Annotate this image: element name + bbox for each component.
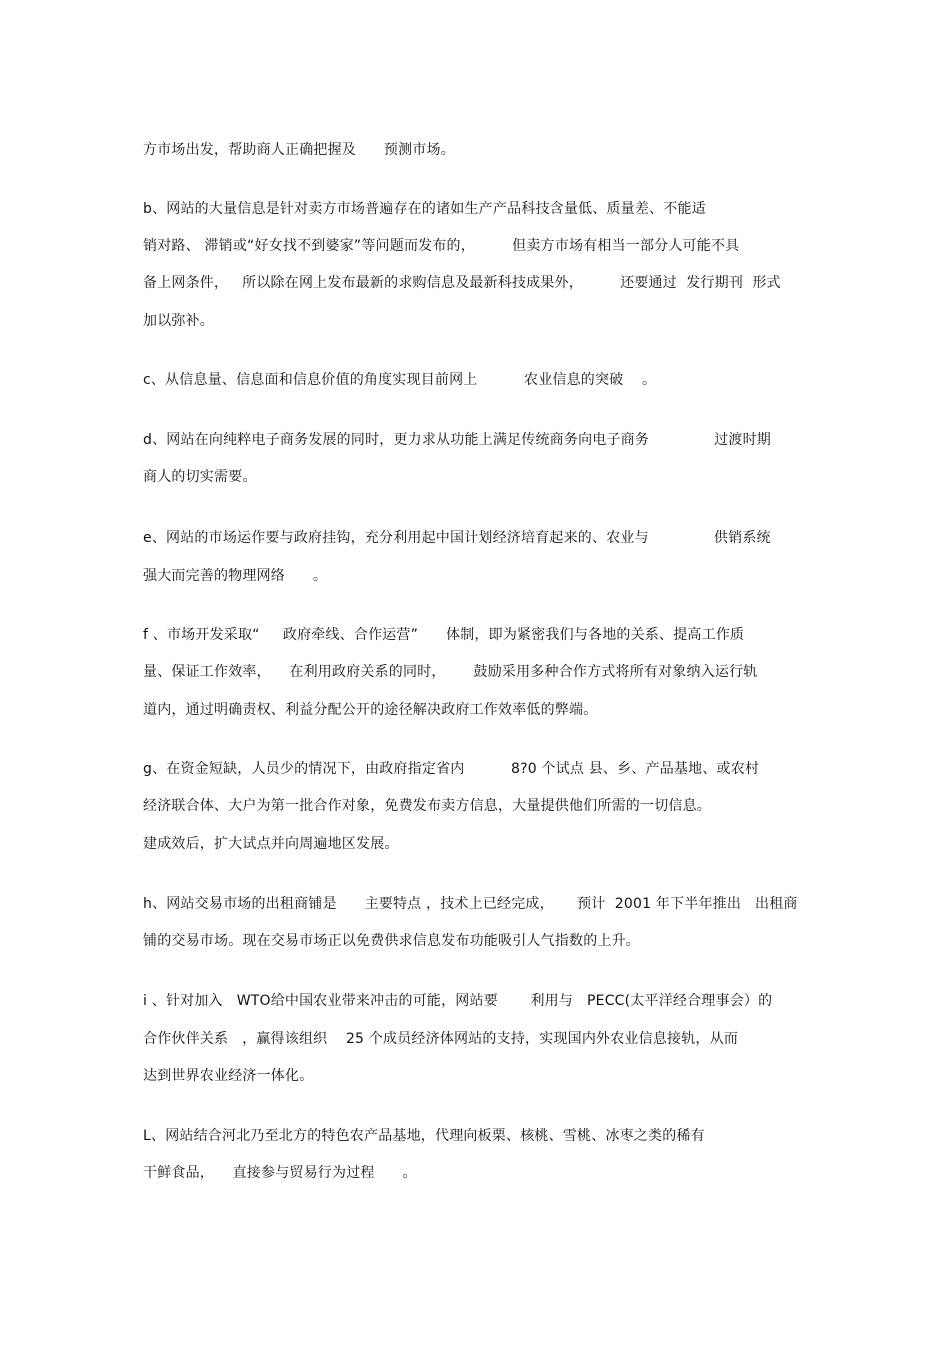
paragraph-d-line-2: 商人的切实需要。 [143,469,257,485]
paragraph-g-line-2: 经济联合体、大户为第一批合作对象，免费发布卖方信息，大量提供他们所需的一切信息。 [143,798,711,814]
paragraph-b-line-2: 销对路、 滞销或“好女找不到婆家”等问题而发布的， 但卖方市场有相当一部分人可能不具 [143,238,740,254]
paragraph-b-line-3: 备上网条件， 所以除在网上发布最新的求购信息及最新科技成果外， 还要通过 发行期刊 形式 [143,275,781,291]
paragraph-l-line-2: 干鲜食品， 直接参与贸易行为过程 。 [143,1165,417,1181]
paragraph-c-line-1: c、从信息量、信息面和信息价值的角度实现目前网上 农业信息的突破 。 [143,372,657,388]
paragraph-e-line-1: e、网站的市场运作要与政府挂钩，充分利用起中国计划经济培育起来的、农业与 供销系统 [143,530,771,546]
paragraph-l-line-1: L、网站结合河北乃至北方的特色农产品基地，代理向板栗、核桃、雪桃、冰枣之类的稀有 [143,1128,705,1144]
paragraph-b-line-1: b、网站的大量信息是针对卖方市场普遍存在的诸如生产产品科技含量低、质量差、不能适 [143,201,706,217]
paragraph-i-line-1: i 、针对加入 WTO给中国农业带来冲击的可能，网站要 利用与 PECC(太平洋经合理事会）的 [143,993,773,1009]
paragraph-b-line-4: 加以弥补。 [143,313,214,329]
paragraph-g-line-1: g、在资金短缺，人员少的情况下，由政府指定省内 8?0 个试点 县、乡、产品基地、或农村 [143,761,760,777]
paragraph-d-line-1: d、网站在向纯粹电子商务发展的同时，更力求从功能上满足传统商务向电子商务 过渡时期 [143,432,771,448]
paragraph-i-line-2: 合作伙伴关系 ，赢得该组织 25 个成员经济体网站的支持，实现国内外农业信息接轨，从而 [143,1031,739,1047]
paragraph-g-line-3: 建成效后，扩大试点并向周遍地区发展。 [143,836,399,852]
paragraph-h-line-2: 铺的交易市场。现在交易市场正以免费供求信息发布功能吸引人气指数的上升。 [143,933,640,949]
paragraph-f-line-1: f 、市场开发采取“ 政府牵线、合作运营” 体制，即为紧密我们与各地的关系、提高工作质 [143,627,745,643]
paragraph-h-line-1: h、网站交易市场的出租商铺是 主要特点 ，技术上已经完成， 预计 2001 年下半年推出 出租商 [143,896,798,912]
paragraph-i-line-3: 达到世界农业经济一体化。 [143,1068,314,1084]
paragraph-f-line-3: 道内，通过明确责权、利益分配公开的途径解决政府工作效率低的弊端。 [143,702,598,718]
paragraph-intro-line-1: 方市场出发，帮助商人正确把握及 预测市场。 [143,142,455,158]
paragraph-f-line-2: 量、保证工作效率， 在利用政府关系的同时， 鼓励采用多种合作方式将所有对象纳入运行轨 [143,664,758,680]
paragraph-e-line-2: 强大而完善的物理网络 。 [143,568,328,584]
